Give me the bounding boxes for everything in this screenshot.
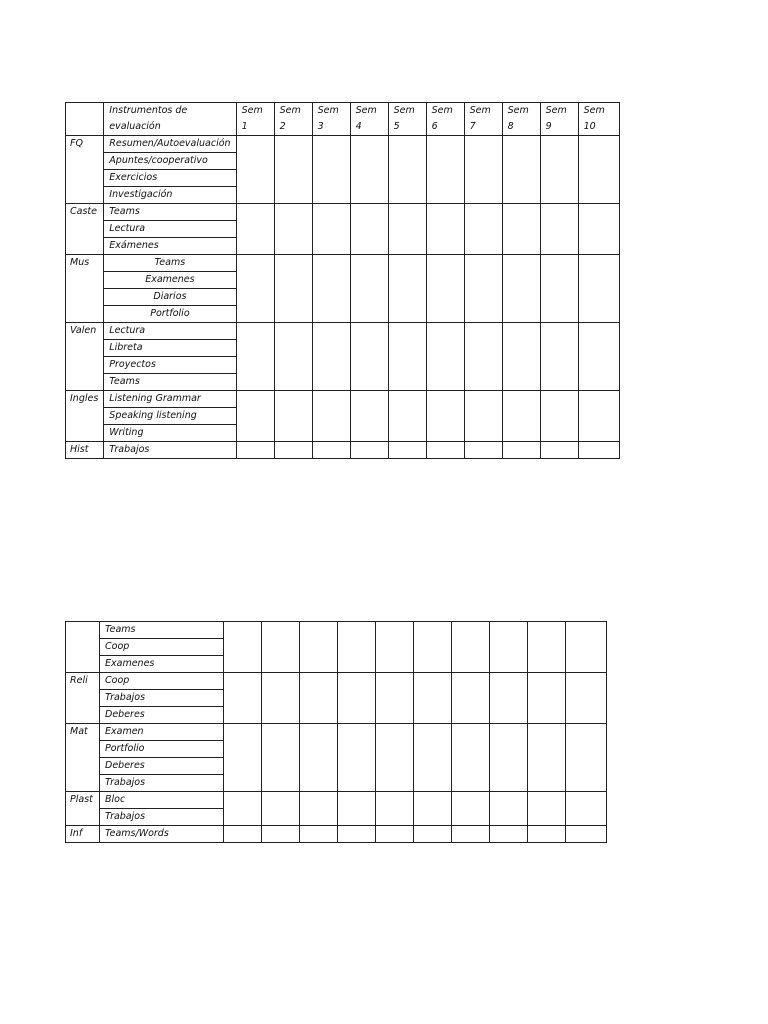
week-cell[interactable] [312, 204, 350, 255]
week-cell[interactable] [540, 391, 578, 442]
week-header: Sem 9 [540, 103, 578, 136]
instrument-cell: Investigación [104, 187, 236, 204]
week-cell[interactable] [224, 724, 262, 792]
instrument-cell: Apuntes/cooperativo [104, 153, 236, 170]
week-cell[interactable] [350, 255, 388, 323]
instrument-cell: Teams [104, 255, 236, 272]
week-cell[interactable] [388, 136, 426, 204]
week-cell[interactable] [490, 826, 528, 843]
week-header: Sem 1 [236, 103, 274, 136]
week-cell[interactable] [426, 255, 464, 323]
subject-cell: Plast [66, 792, 100, 826]
week-cell[interactable] [300, 673, 338, 724]
week-cell[interactable] [540, 323, 578, 391]
instrument-cell: Listening Grammar [104, 391, 236, 408]
week-cell[interactable] [236, 255, 274, 323]
week-cell[interactable] [236, 136, 274, 204]
week-cell[interactable] [236, 323, 274, 391]
subject-cell: Valen [66, 323, 104, 391]
week-cell[interactable] [224, 622, 262, 673]
week-cell[interactable] [274, 204, 312, 255]
week-header: Sem 7 [464, 103, 502, 136]
week-cell[interactable] [452, 826, 490, 843]
table-row [66, 323, 620, 340]
week-header: Sem 2 [274, 103, 312, 136]
week-cell[interactable] [540, 442, 578, 459]
week-cell[interactable] [262, 792, 300, 826]
instrument-cell: Trabajos [100, 809, 224, 826]
week-cell[interactable] [528, 622, 566, 673]
instrument-cell: Teams [100, 622, 224, 639]
instrument-cell: Bloc [100, 792, 224, 809]
week-cell[interactable] [464, 323, 502, 391]
week-cell[interactable] [566, 673, 607, 724]
instrument-cell: Proyectos [104, 357, 236, 374]
subject-cell: FQ [66, 136, 104, 204]
subject-cell [66, 622, 100, 673]
week-cell[interactable] [376, 826, 414, 843]
instrument-cell: Libreta [104, 340, 236, 357]
instrument-cell: Examenes [104, 272, 236, 289]
table-row [66, 442, 620, 459]
week-cell[interactable] [236, 204, 274, 255]
subject-cell: Caste [66, 204, 104, 255]
week-cell[interactable] [464, 442, 502, 459]
instrument-cell: Deberes [100, 707, 224, 724]
week-cell[interactable] [350, 323, 388, 391]
week-cell[interactable] [376, 792, 414, 826]
week-cell[interactable] [502, 204, 540, 255]
week-cell[interactable] [578, 136, 619, 204]
week-cell[interactable] [338, 724, 376, 792]
week-cell[interactable] [426, 204, 464, 255]
week-header: Sem 10 [578, 103, 619, 136]
week-cell[interactable] [414, 622, 452, 673]
instruments-header: Instrumentos de evaluación [104, 103, 236, 136]
week-cell[interactable] [464, 255, 502, 323]
week-cell[interactable] [490, 724, 528, 792]
week-header: Sem 4 [350, 103, 388, 136]
week-cell[interactable] [528, 724, 566, 792]
week-cell[interactable] [300, 622, 338, 673]
week-cell[interactable] [464, 204, 502, 255]
instrument-cell: Exercicios [104, 170, 236, 187]
table-row [66, 255, 620, 272]
subject-cell: Ingles [66, 391, 104, 442]
week-cell[interactable] [426, 136, 464, 204]
week-cell[interactable] [540, 255, 578, 323]
instrument-cell: Teams [104, 204, 236, 221]
subject-cell: Inf [66, 826, 100, 843]
week-cell[interactable] [274, 136, 312, 204]
week-header: Sem 5 [388, 103, 426, 136]
week-header: Sem 3 [312, 103, 350, 136]
week-cell[interactable] [502, 255, 540, 323]
week-cell[interactable] [452, 724, 490, 792]
table-row [66, 826, 607, 843]
week-cell[interactable] [502, 442, 540, 459]
week-cell[interactable] [236, 442, 274, 459]
week-cell[interactable] [300, 826, 338, 843]
instrument-cell: Lectura [104, 323, 236, 340]
instrument-cell: Resumen/Autoevaluación [104, 136, 236, 153]
week-cell[interactable] [262, 724, 300, 792]
week-cell[interactable] [376, 673, 414, 724]
instrument-cell: Trabajos [100, 690, 224, 707]
table-row [66, 724, 607, 741]
week-cell[interactable] [490, 622, 528, 673]
week-cell[interactable] [502, 391, 540, 442]
subject-cell: Hist [66, 442, 104, 459]
week-cell[interactable] [414, 826, 452, 843]
table-row [66, 792, 607, 809]
week-cell[interactable] [578, 204, 619, 255]
week-cell[interactable] [300, 792, 338, 826]
week-cell[interactable] [414, 792, 452, 826]
week-cell[interactable] [312, 255, 350, 323]
week-cell[interactable] [300, 724, 338, 792]
week-cell[interactable] [566, 724, 607, 792]
week-cell[interactable] [502, 323, 540, 391]
week-cell[interactable] [338, 622, 376, 673]
evaluation-table-2 [65, 621, 607, 843]
instrument-cell: Deberes [100, 758, 224, 775]
week-cell[interactable] [426, 442, 464, 459]
week-cell[interactable] [426, 391, 464, 442]
table-row [66, 622, 607, 639]
week-cell[interactable] [224, 792, 262, 826]
week-cell[interactable] [452, 673, 490, 724]
week-cell[interactable] [262, 826, 300, 843]
week-cell[interactable] [388, 442, 426, 459]
week-cell[interactable] [312, 391, 350, 442]
week-header: Sem 6 [426, 103, 464, 136]
week-cell[interactable] [274, 442, 312, 459]
instrument-cell: Lectura [104, 221, 236, 238]
evaluation-table-1 [65, 102, 620, 459]
week-cell[interactable] [274, 391, 312, 442]
instrument-cell: Exámenes [104, 238, 236, 255]
week-cell[interactable] [414, 673, 452, 724]
week-cell[interactable] [578, 255, 619, 323]
week-cell[interactable] [338, 673, 376, 724]
instrument-cell: Writing [104, 425, 236, 442]
instrument-cell: Diarios [104, 289, 236, 306]
table-row [66, 204, 620, 221]
table-row [66, 673, 607, 690]
week-cell[interactable] [312, 136, 350, 204]
week-cell[interactable] [578, 442, 619, 459]
week-cell[interactable] [490, 673, 528, 724]
week-cell[interactable] [224, 673, 262, 724]
instrument-cell: Teams [104, 374, 236, 391]
week-cell[interactable] [350, 442, 388, 459]
week-cell[interactable] [528, 826, 566, 843]
subject-cell: Mat [66, 724, 100, 792]
week-cell[interactable] [274, 255, 312, 323]
instrument-cell: Trabajos [104, 442, 236, 459]
week-cell[interactable] [566, 792, 607, 826]
week-cell[interactable] [452, 622, 490, 673]
corner-cell [66, 103, 104, 136]
week-cell[interactable] [464, 391, 502, 442]
instrument-cell: Portfolio [104, 306, 236, 323]
week-cell[interactable] [224, 826, 262, 843]
week-cell[interactable] [540, 136, 578, 204]
instrument-cell: Coop [100, 673, 224, 690]
week-cell[interactable] [528, 673, 566, 724]
week-cell[interactable] [376, 724, 414, 792]
instrument-cell: Portfolio [100, 741, 224, 758]
week-cell[interactable] [262, 673, 300, 724]
week-cell[interactable] [540, 204, 578, 255]
week-cell[interactable] [262, 622, 300, 673]
week-cell[interactable] [502, 136, 540, 204]
table-row [66, 136, 620, 153]
week-cell[interactable] [388, 323, 426, 391]
week-cell[interactable] [312, 323, 350, 391]
week-cell[interactable] [388, 255, 426, 323]
week-cell[interactable] [528, 792, 566, 826]
week-cell[interactable] [452, 792, 490, 826]
header-row [66, 103, 620, 136]
instrument-cell: Examenes [100, 656, 224, 673]
subject-cell: Reli [66, 673, 100, 724]
week-cell[interactable] [274, 323, 312, 391]
week-cell[interactable] [350, 391, 388, 442]
week-cell[interactable] [578, 391, 619, 442]
week-cell[interactable] [578, 323, 619, 391]
subject-cell: Mus [66, 255, 104, 323]
week-cell[interactable] [388, 204, 426, 255]
week-cell[interactable] [566, 826, 607, 843]
week-cell[interactable] [414, 724, 452, 792]
instrument-cell: Examen [100, 724, 224, 741]
week-cell[interactable] [236, 391, 274, 442]
week-cell[interactable] [490, 792, 528, 826]
week-cell[interactable] [464, 136, 502, 204]
week-cell[interactable] [388, 391, 426, 442]
week-cell[interactable] [312, 442, 350, 459]
instrument-cell: Coop [100, 639, 224, 656]
week-cell[interactable] [426, 323, 464, 391]
instrument-cell: Teams/Words [100, 826, 224, 843]
table-row [66, 391, 620, 408]
week-cell[interactable] [566, 622, 607, 673]
week-cell[interactable] [350, 204, 388, 255]
week-cell[interactable] [376, 622, 414, 673]
instrument-cell: Speaking listening [104, 408, 236, 425]
week-cell[interactable] [338, 792, 376, 826]
instrument-cell: Trabajos [100, 775, 224, 792]
week-header: Sem 8 [502, 103, 540, 136]
week-cell[interactable] [338, 826, 376, 843]
week-cell[interactable] [350, 136, 388, 204]
